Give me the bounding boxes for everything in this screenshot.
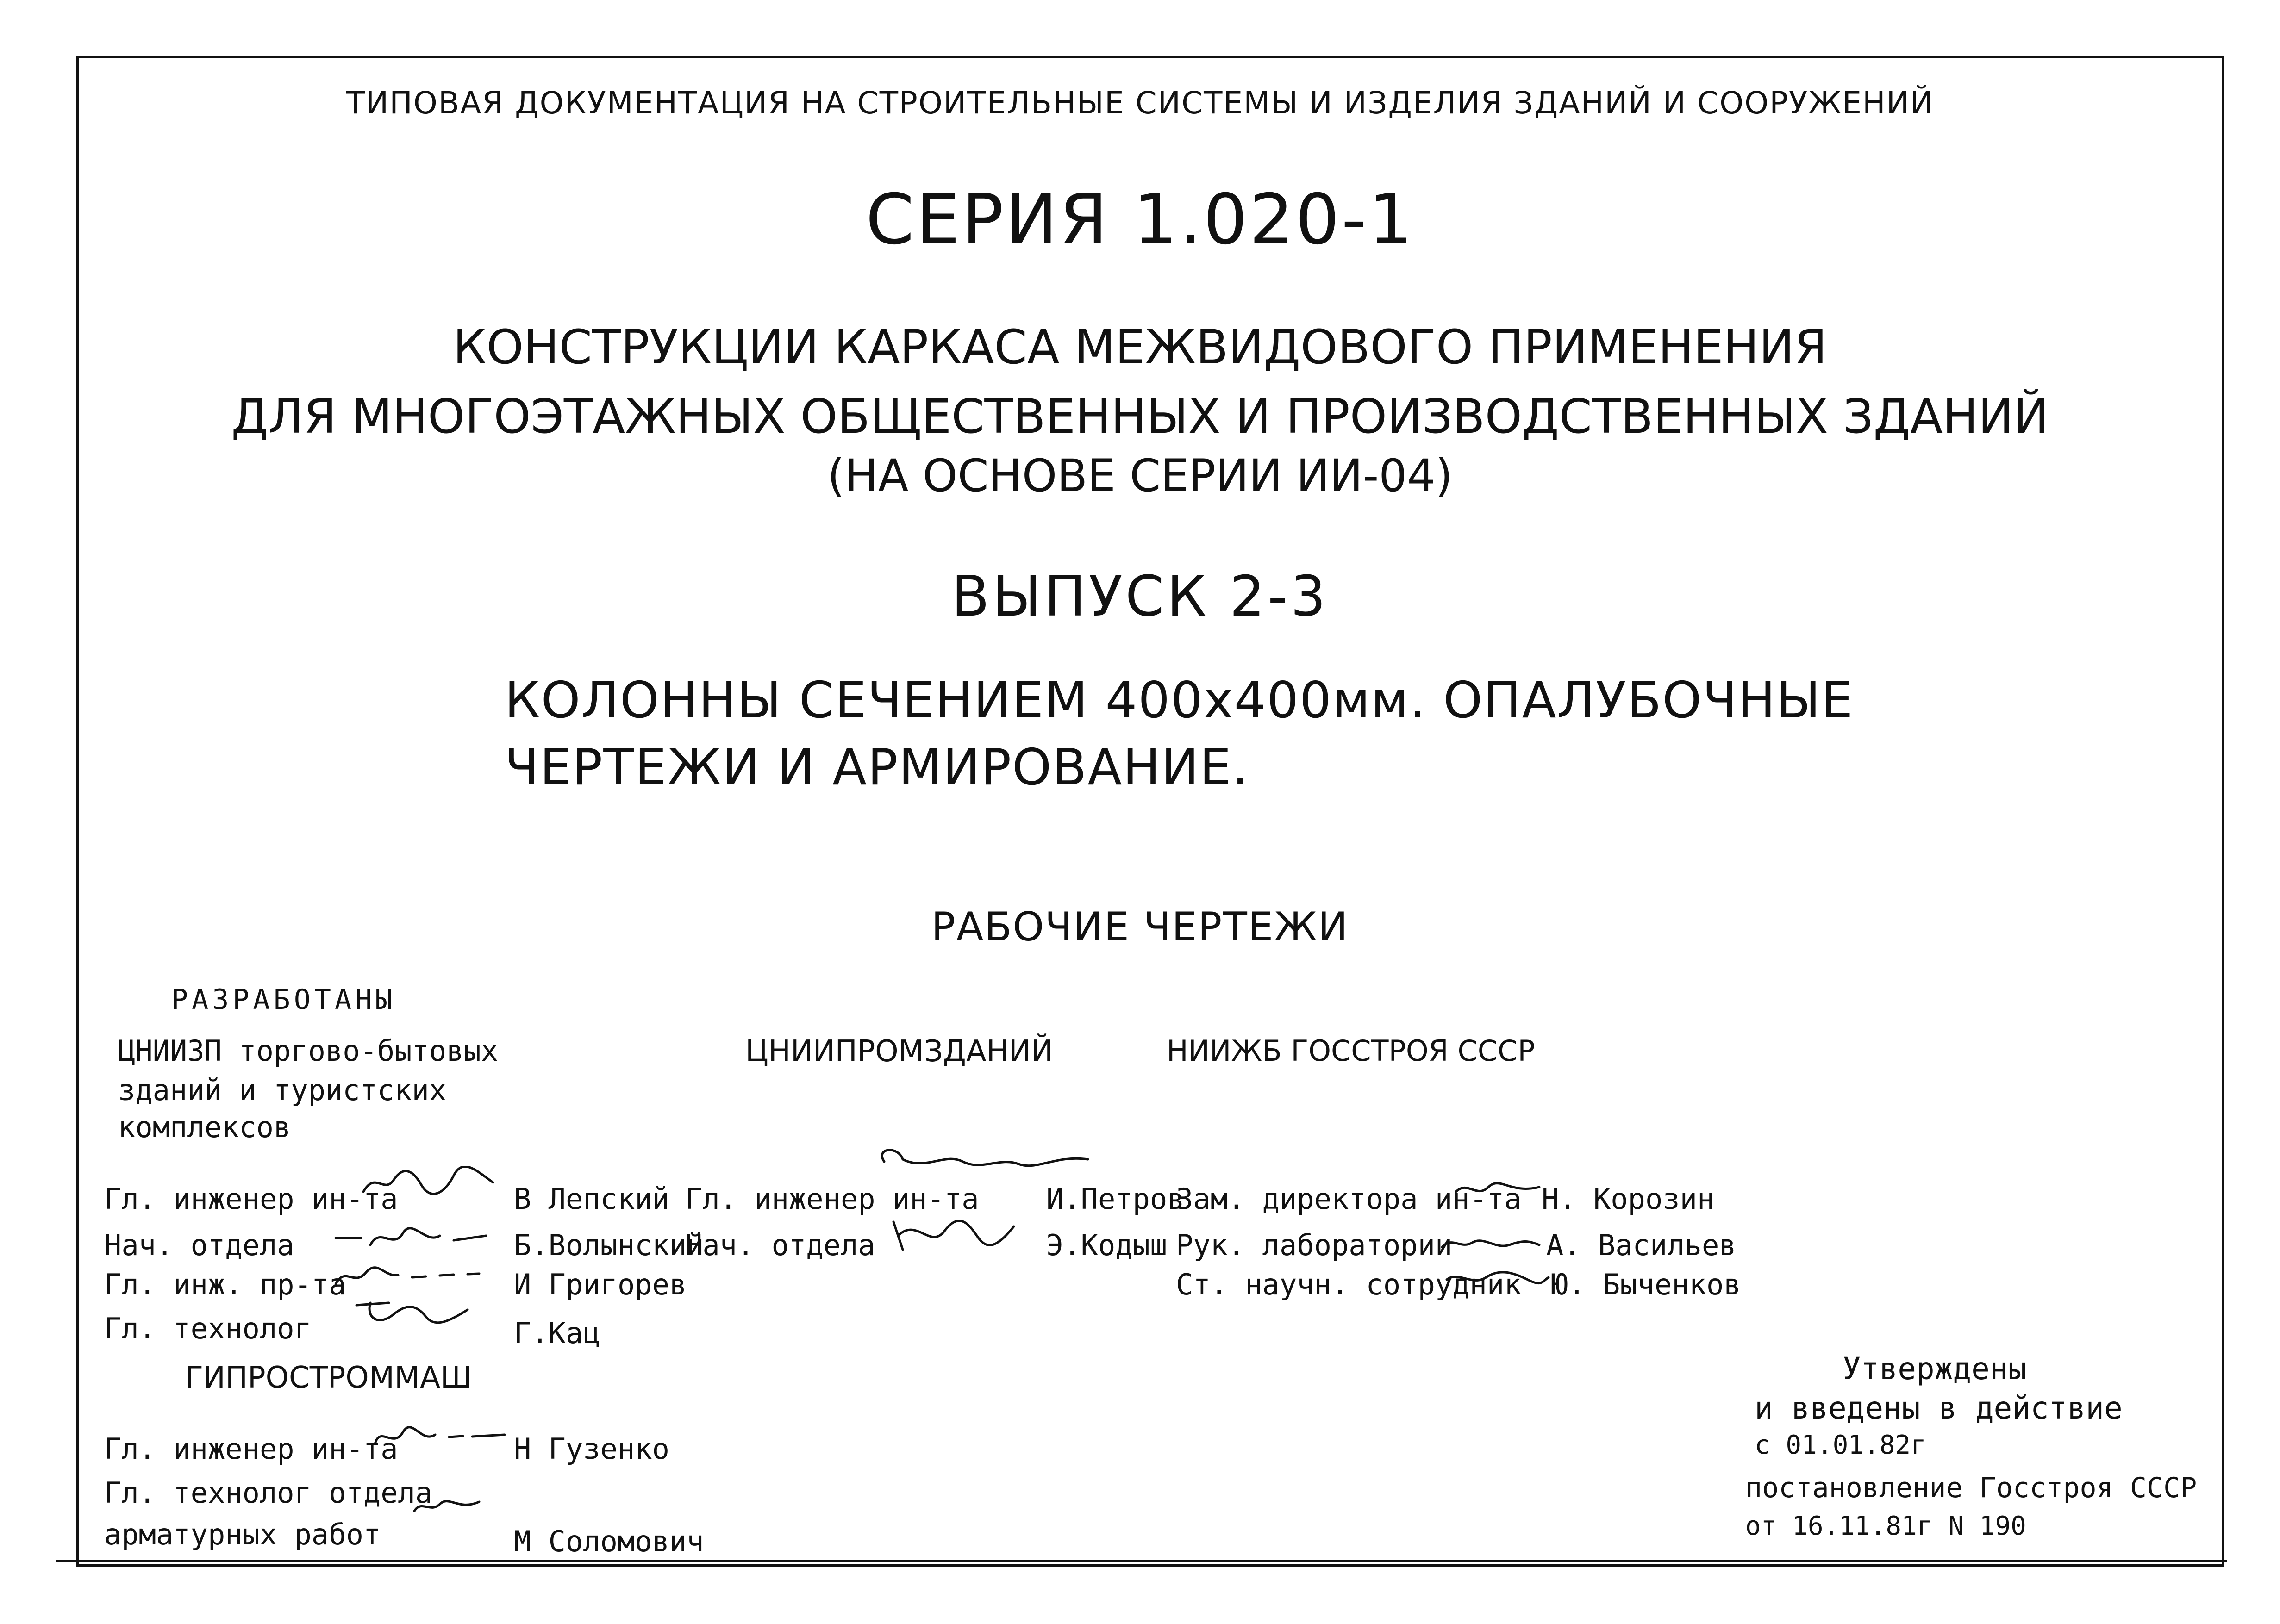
approved-line-2: и введены в действие xyxy=(1755,1390,2123,1426)
org4-role-3: арматурных работ xyxy=(104,1518,381,1551)
org1-name-4: Г.Кац xyxy=(514,1316,600,1350)
org2-name-2: Э.Кодыш xyxy=(1046,1228,1168,1262)
org2-name-1: И.Петров xyxy=(1046,1182,1185,1216)
signature-org1-4 xyxy=(352,1296,472,1328)
org1-name-1: В Лепский xyxy=(514,1182,669,1216)
signature-org3-2 xyxy=(1440,1231,1542,1254)
org1-role-3: Гл. инж. пр-та xyxy=(104,1268,346,1301)
org1-name-2: Б.Волынский xyxy=(514,1228,704,1262)
subtitle-line-2: ЧЕРТЕЖИ И АРМИРОВАНИЕ. xyxy=(505,739,1249,796)
org4-name-1: Н Гузенко xyxy=(514,1432,669,1466)
org3-role-3: Ст. научн. сотрудник xyxy=(1176,1268,1522,1301)
working-drawings-label: РАБОЧИЕ ЧЕРТЕЖИ xyxy=(931,904,1349,950)
title-line-1: КОНСТРУКЦИИ КАРКАСА МЕЖВИДОВОГО ПРИМЕНЕНИЯ xyxy=(453,320,1827,375)
developed-label: РАЗРАБОТАНЫ xyxy=(171,983,396,1016)
org4-name-3: М Соломович xyxy=(514,1524,704,1558)
org3-role-1: Зам. директора ин-та xyxy=(1176,1182,1522,1216)
org3-name: НИИЖБ ГОССТРОЯ СССР xyxy=(1167,1034,1535,1068)
document-header: ТИПОВАЯ ДОКУМЕНТАЦИЯ НА СТРОИТЕЛЬНЫЕ СИСТЕМЫ И ИЗДЕЛИЯ ЗДАНИЙ И СООРУЖЕНИЙ xyxy=(346,85,1934,121)
org1-name-3: И Григорев xyxy=(514,1268,687,1301)
signature-org2-top xyxy=(870,1143,1093,1176)
org1-name-line-1: ЦНИИЗП торгово-бытовых xyxy=(118,1034,499,1068)
title-line-3: (НА ОСНОВЕ СЕРИИ ИИ-04) xyxy=(827,450,1453,502)
approved-line-1: Утверждены xyxy=(1843,1351,2027,1387)
org1-name-line-2: зданий и туристских xyxy=(118,1073,447,1107)
series-title: СЕРИЯ 1.020-1 xyxy=(865,180,1415,260)
signature-org1-1 xyxy=(361,1166,495,1199)
signature-org2-2 xyxy=(889,1208,1018,1259)
org4-role-1: Гл. инженер ин-та xyxy=(104,1432,398,1466)
org2-role-2: Нач. отдела xyxy=(685,1228,875,1262)
org2-name: ЦНИИПРОМЗДАНИЙ xyxy=(745,1034,1053,1069)
org3-role-2: Рук. лаборатории xyxy=(1176,1228,1453,1262)
title-line-2: ДЛЯ МНОГОЭТАЖНЫХ ОБЩЕСТВЕННЫХ И ПРОИЗВОДСТВЕННЫХ ЗДАНИЙ xyxy=(231,389,2049,444)
org4-name: ГИПРОСТРОММАШ xyxy=(185,1361,472,1395)
approved-line-5: от 16.11.81г N 190 xyxy=(1745,1511,2026,1541)
signature-org4-1 xyxy=(370,1421,509,1453)
org1-role-4: Гл. технолог xyxy=(104,1312,312,1345)
subtitle-line-1: КОЛОННЫ СЕЧЕНИЕМ 400х400мм. ОПАЛУБОЧНЫЕ xyxy=(505,672,1854,729)
signature-org4-2 xyxy=(412,1495,481,1518)
approved-line-4: постановление Госстроя СССР xyxy=(1745,1472,2197,1504)
org1-name-line-3: комплексов xyxy=(118,1110,291,1144)
frame-bottom-line xyxy=(56,1560,2227,1562)
signature-org3-3 xyxy=(1444,1266,1551,1289)
org2-role-1: Гл. инженер ин-та xyxy=(685,1182,979,1216)
drawing-frame xyxy=(76,56,2224,1567)
org4-role-2: Гл. технолог отдела xyxy=(104,1476,433,1510)
approved-line-3: с 01.01.82г xyxy=(1755,1430,1926,1460)
org1-role-2: Нач. отдела xyxy=(104,1228,294,1262)
issue-number: ВЫПУСК 2-3 xyxy=(951,565,1329,629)
signature-org3-1 xyxy=(1454,1178,1542,1201)
org3-name-3: Ю. Быченков xyxy=(1551,1268,1741,1301)
signature-org1-3 xyxy=(333,1259,481,1291)
org1-role-1: Гл. инженер ин-та xyxy=(104,1182,398,1216)
signature-org1-2 xyxy=(333,1222,491,1254)
org3-name-1: Н. Корозин xyxy=(1542,1182,1715,1216)
org3-name-2: А. Васильев xyxy=(1546,1228,1737,1262)
